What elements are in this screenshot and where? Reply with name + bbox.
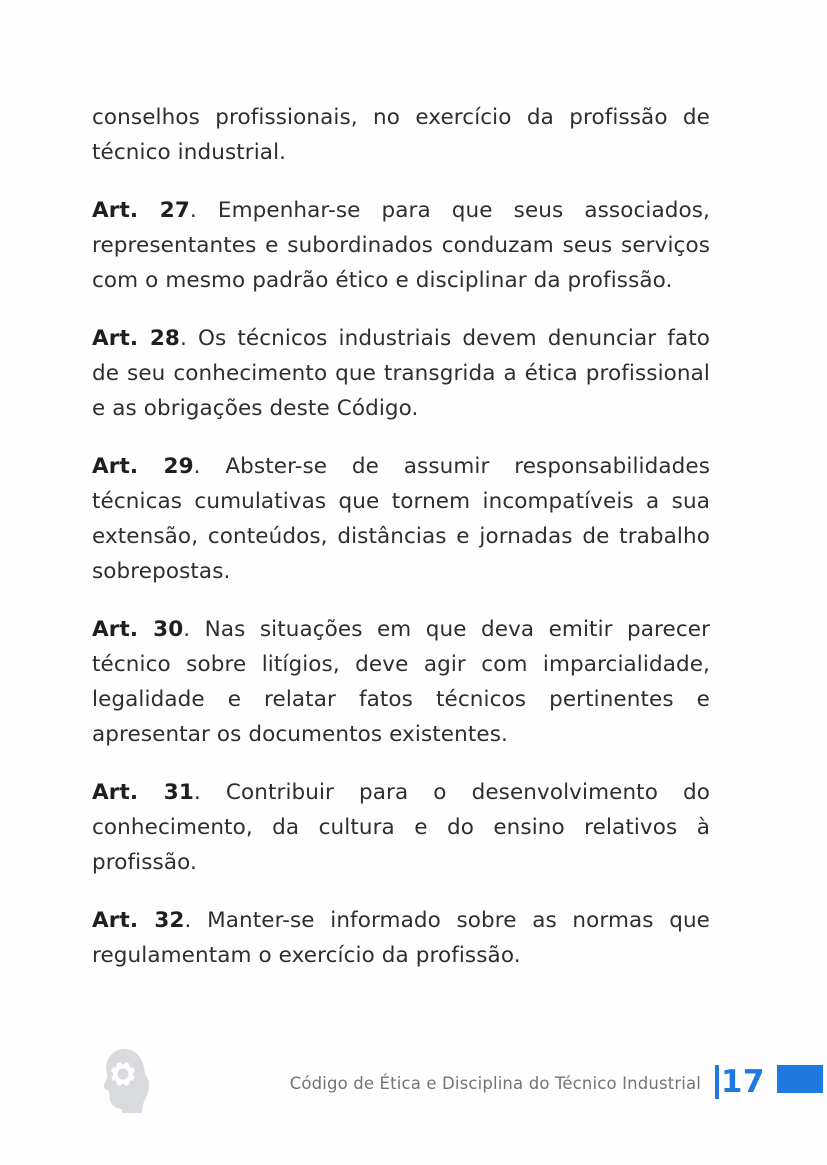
- paragraph-art-28: [92, 321, 710, 426]
- footer-divider: [715, 1065, 719, 1099]
- page-footer: [0, 1037, 827, 1117]
- paragraph-text: . Manter-se informado sobre as normas que regulamentam o exercício da profissão.: [92, 908, 711, 968]
- footer-accent-block: [777, 1065, 823, 1093]
- paragraph-art-31: [92, 775, 710, 880]
- paragraph-text: . Contribuir para o desenvolvimento do conhecimento, da cultura e do ensino relativos à profissão.: [92, 780, 710, 875]
- page-number: 17: [720, 1064, 765, 1100]
- article-label-31: Art. 31: [92, 780, 194, 805]
- footer-title: Código de Ética e Disciplina do Técnico Industrial: [289, 1074, 701, 1093]
- paragraph-text: conselhos profissionais, no exercício da profissão de técnico industrial.: [92, 105, 710, 165]
- article-label-29: Art. 29: [92, 454, 194, 479]
- page-body: [92, 100, 710, 973]
- paragraph-text: . Nas situações em que deva emitir parecer técnico sobre litígios, deve agir com imparcialidade, legalidade e relatar fatos técnicos pertinentes e apresentar os documentos existentes.: [92, 617, 711, 747]
- paragraph-art-32: [92, 903, 710, 973]
- paragraph-continuation: [92, 100, 710, 170]
- paragraph-art-29: [92, 449, 710, 589]
- paragraph-text: . Abster-se de assumir responsabilidades técnicas cumulativas que tornem incompatíveis a sua extensão, conteúdos, distâncias e jornadas de trabalho sobrepostas.: [92, 454, 710, 584]
- paragraph-art-30: [92, 612, 710, 752]
- article-label-32: Art. 32: [92, 908, 185, 933]
- paragraph-art-27: [92, 193, 710, 298]
- article-label-28: Art. 28: [92, 326, 180, 351]
- paragraph-text: . Empenhar-se para que seus associados, representantes e subordinados conduzam seus serviços com o mesmo padrão ético e disciplinar da profissão.: [92, 198, 710, 293]
- paragraph-text: . Os técnicos industriais devem denunciar fato de seu conhecimento que transgrida a ética profissional e as obrigações deste Código.: [92, 326, 710, 421]
- article-label-27: Art. 27: [92, 198, 190, 223]
- head-gear-icon: [96, 1041, 170, 1115]
- article-label-30: Art. 30: [92, 617, 184, 642]
